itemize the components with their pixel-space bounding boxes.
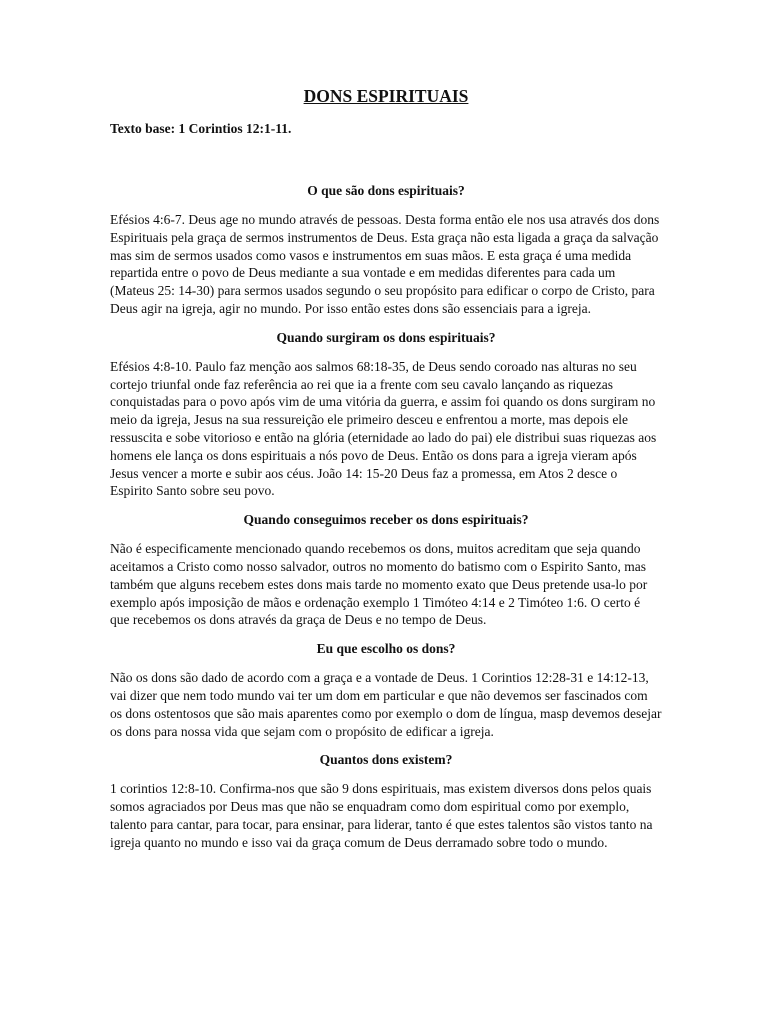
section-body: Efésios 4:8-10. Paulo faz menção aos salmos 68:18-35, de Deus sendo coroado nas alturas no seu cortejo triunfal onde faz referência ao rei que ia a frente com seu cavalo lançando as riquezas conquistadas para o povo após vim de uma vitória da guerra, e assim foi quando os dons surgiram no meio da igreja, Jesus na sua ressureição ele primeiro desceu e enfrentou a morte, mas depois ele ressuscita e sobe vitorioso e então na glória (eternidade ao lado do pai) ele distribui suas riquezas aos homens ele lança os dons espirituais a nós povo de Deus. Então os dons para a igreja vieram após Jesus vencer a morte e subir aos céus. João 14: 15-20 Deus faz a promessa, em Atos 2 desce o Espirito Santo sobre seu povo. bbox=[110, 358, 657, 499]
section-heading: Quando conseguimos receber os dons espirituais? bbox=[243, 512, 529, 528]
section-5 bbox=[110, 751, 662, 851]
section-1 bbox=[110, 182, 662, 318]
section-body: Efésios 4:6-7. Deus age no mundo através de pessoas. Desta forma então ele nos usa através dos dons Espirituais pela graça de sermos instrumentos de Deus. Esta graça não esta ligada a graça da salvação mas sim de sermos usados como vasos e instrumentos em suas mãos. E esta graça é uma medida repartida entre o povo de Deus mediante a sua vontade e em medidas diferentes para cada um (Mateus 25: 14-30) para sermos usados segundo o seu propósito para edificar o corpo de Cristo, para Deus agir na igreja, agir no mundo. Por isso então estes dons são essenciais para a igreja. bbox=[110, 212, 660, 316]
section-4 bbox=[110, 640, 662, 740]
section-2 bbox=[110, 329, 662, 500]
section-heading: Eu que escolho os dons? bbox=[316, 641, 456, 657]
section-heading: O que são dons espirituais? bbox=[307, 183, 465, 198]
document-title: DONS ESPIRITUAIS bbox=[303, 86, 469, 106]
section-heading: Quando surgiram os dons espirituais? bbox=[276, 329, 496, 345]
section-body: Não os dons são dado de acordo com a graça e a vontade de Deus. 1 Corintios 12:28-31 e 14:12-13, vai dizer que nem todo mundo vai ter um dom em particular e que não devemos ser fascinados com os dons ostentosos que são mais aparentes como por exemplo o dom de língua, masp devemos desejar os dons para nossa vida que sejam com o propósito de edificar a igreja. bbox=[110, 670, 662, 739]
base-text: Texto base: 1 Corintios 12:1-11. bbox=[110, 121, 292, 136]
document-content bbox=[110, 84, 662, 863]
section-body: 1 corintios 12:8-10. Confirma-nos que são 9 dons espirituais, mas existem diversos dons pelos quais somos agraciados por Deus mas que não se enquadram como dom espiritual como por exemplo, talento para cantar, para tocar, para ensinar, para liderar, tanto é que estes talentos são vistos tanto na igreja quanto no mundo e isso vai da graça comum de Deus derramado sobre todo o mundo. bbox=[110, 781, 653, 850]
section-heading: Quantos dons existem? bbox=[319, 752, 453, 768]
section-3 bbox=[110, 511, 662, 629]
section-body: Não é especificamente mencionado quando recebemos os dons, muitos acreditam que seja quando aceitamos a Cristo como nosso salvador, outros no momento do batismo com o Espirito Santo, mas também que alguns recebem estes dons mais tarde no momento exato que Deus pretende usa-lo por exemplo após imposição de mãos e ordenação exemplo 1 Timóteo 4:14 e 2 Timóteo 1:6. O certo é que recebemos os dons através da graça de Deus e no tempo de Deus. bbox=[110, 541, 648, 628]
